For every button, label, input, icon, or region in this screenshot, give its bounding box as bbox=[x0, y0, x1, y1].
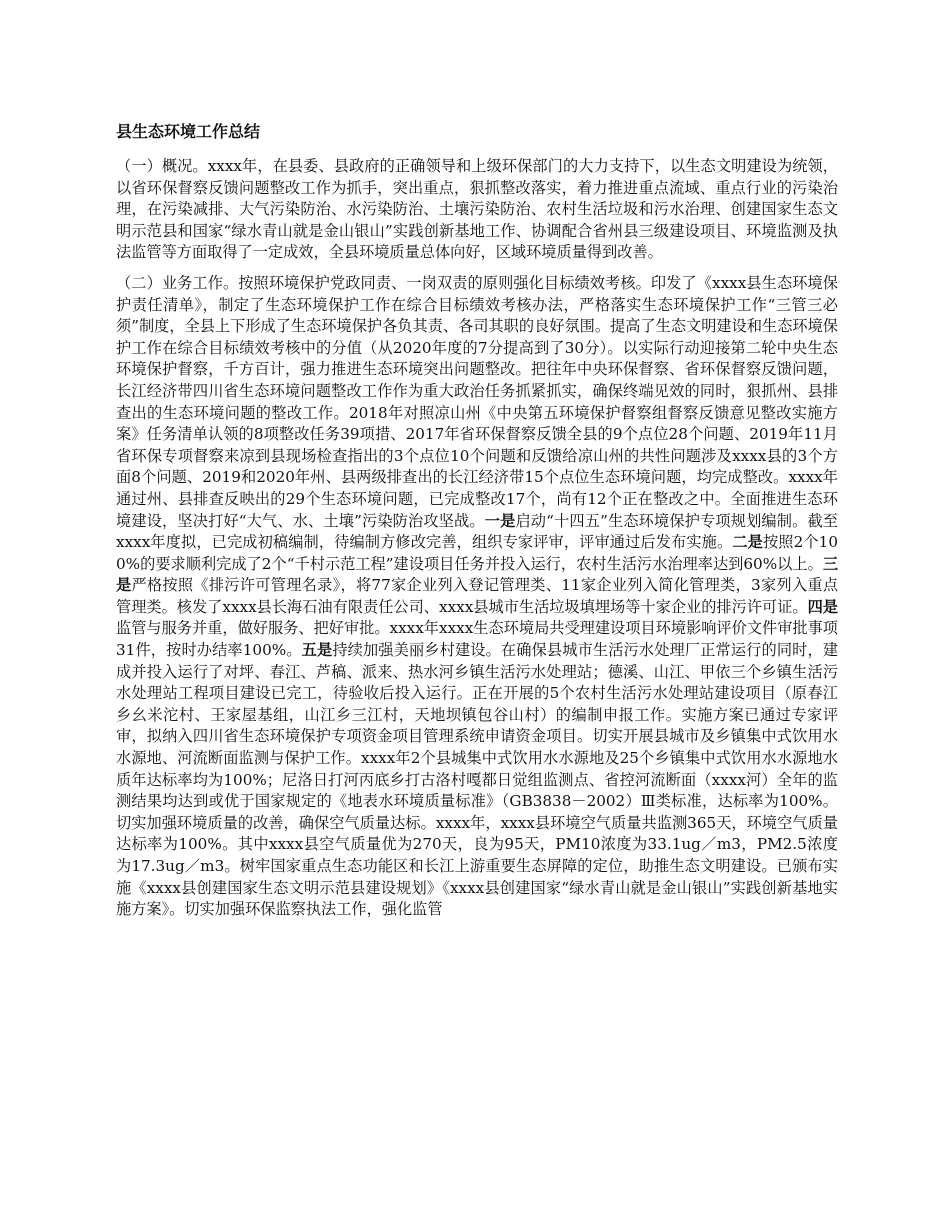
document-title: 县生态环境工作总结 bbox=[116, 122, 261, 141]
bold-marker: 一是 bbox=[484, 511, 516, 530]
paragraph-text: 启动“十四五”生态环境保护专项规划编制。截至xxxx年度拟，已完成初稿编制，待编制方修改完善，组织专家评审，评审通过后发布实施。 bbox=[116, 511, 838, 552]
paragraph-text: 持续加强美丽乡村建设。在确保县城市生活污水处理厂正常运行的同时，建成并投入运行了对坪、春江、芦稿、派来、热水河乡镇生活污水处理站；德溪、山江、甲依三个乡镇生活污水处理站工程项目建设已完工，待验收后投入运行。正在开展的5个农村生活污水处理站建设项目（原春江乡幺米沱村、王家屋基组，山江乡三江村，天地坝镇包谷山村）的编制申报工作。实施方案已通过专家评审，拟纳入四川省生态环境保护专项资金项目管理系统申请资金项目。切实开展县城市及乡镇集中式饮用水水源地、河流断面监测与保护工作。xxxx年2个县城集中式饮用水水源地及25个乡镇集中式饮用水水源地水质年达标率均为100%；尼洛日打河丙底乡打古洛村嘎都日觉组监测点、省控河流断面（xxxx河）全年的监测结果均达到或优于国家规定的《地表水环境质量标准》（GB3838－2002）Ⅲ类标准，达标率为100%。切实加强环境质量的改善，确保空气质量达标。xxxx年，xxxx县环境空气质量共监测365天，环境空气质量达标率为100%。其中xxxx县空气质量优为270天，良为95天，PM10浓度为33.1ug／m3，PM2.5浓度为17.3ug／m3。树牢国家重点生态功能区和长江上游重要生态屏障的定位，助推生态文明建设。已颁布实施《xxxx县创建国家生态文明示范县建设规划》《xxxx县创建国家“绿水青山就是金山银山”实践创新基地实施方案》。切实加强环保监察执法工作，强化监管 bbox=[116, 641, 838, 919]
bold-marker: 四是 bbox=[807, 597, 838, 616]
paragraph-text: （一）概况。xxxx年，在县委、县政府的正确领导和上级环保部门的大力支持下，以生态文明建设为统领，以省环保督察反馈问题整改工作为抓手，突出重点，狠抓整改落实，着力推进重点流域、重点行业的污染治理，在污染减排、大气污染防治、水污染防治、土壤污染防治、农村生活垃圾和污水治理、创建国家生态文明示范县和国家“绿水青山就是金山银山”实践创新基地工作、协调配合省州县三级建设项目、环境监测及执法监管等方面取得了一定成效，全县环境质量总体向好，区域环境质量得到改善。 bbox=[116, 157, 838, 262]
paragraph-text: 严格按照《排污许可管理名录》，将77家企业列入登记管理类、11家企业列入简化管理类，3家列入重点管理类。核发了xxxx县长海石油有限责任公司、xxxx县城市生活垃圾填埋场等十家企业的排污许可证。 bbox=[116, 576, 839, 616]
paragraph-text: 监管与服务并重，做好服务、把好审批。xxxx年xxxx生态环境局共受理建设项目环境影响评价文件审批事项31件，按时办结率100%。 bbox=[116, 619, 838, 660]
paragraph-text: （二）业务工作。按照环境保护党政同责、一岗双责的原则强化目标绩效考核。印发了《xxxx县生态环境保护责任清单》，制定了生态环境保护工作在综合目标绩效考核办法，严格落实生态环境保护工作“三管三必须”制度，全县上下形成了生态环境保护各负其责、各司其职的良好氛围。提高了生态文明建设和生态环境保护工作在综合目标绩效考核中的分值（从2020年度的7分提高到了30分）。以实际行动迎接第二轮中央生态环境保护督察，千方百计，强力推进生态环境突出问题整改。把往年中央环保督察、省环保督察反馈问题，长江经济带四川省生态环境问题整改工作作为重大政治任务抓紧抓实，确保终端见效的同时，狠抓州、县排查出的生态环境问题的整改工作。2018年对照凉山州《中央第五环境保护督察组督察反馈意见整改实施方案》任务清单认领的8项整改任务39项措、2017年省环保督察反馈全县的9个点位28个问题、2019年11月省环保专项督察来凉到县现场检查指出的3个点位10个问题和反馈给凉山州的共性问题涉及xxxx县的3个方面8个问题、2019和2020年州、县两级排查出的长江经济带15个点位生态环境问题，均完成整改。xxxx年通过州、县排查反映出的29个生态环境问题，已完成整改17个，尚有12个正在整改之中。全面推进生态环境建设，坚决打好“大气、水、土壤”污染防治攻坚战。 bbox=[116, 273, 838, 530]
document-body bbox=[116, 156, 838, 921]
bold-marker: 三是 bbox=[116, 554, 838, 595]
bold-marker: 二是 bbox=[732, 533, 763, 552]
paragraph-2 bbox=[116, 273, 838, 921]
bold-marker: 五是 bbox=[301, 641, 333, 660]
paragraph-text: 按照2个100%的要求顺利完成了2个“千村示范工程”建设项目任务并投入运行，农村生活污水治理率达到60%以上。 bbox=[116, 533, 839, 573]
paragraph-1 bbox=[116, 156, 838, 264]
document-page bbox=[116, 120, 838, 930]
